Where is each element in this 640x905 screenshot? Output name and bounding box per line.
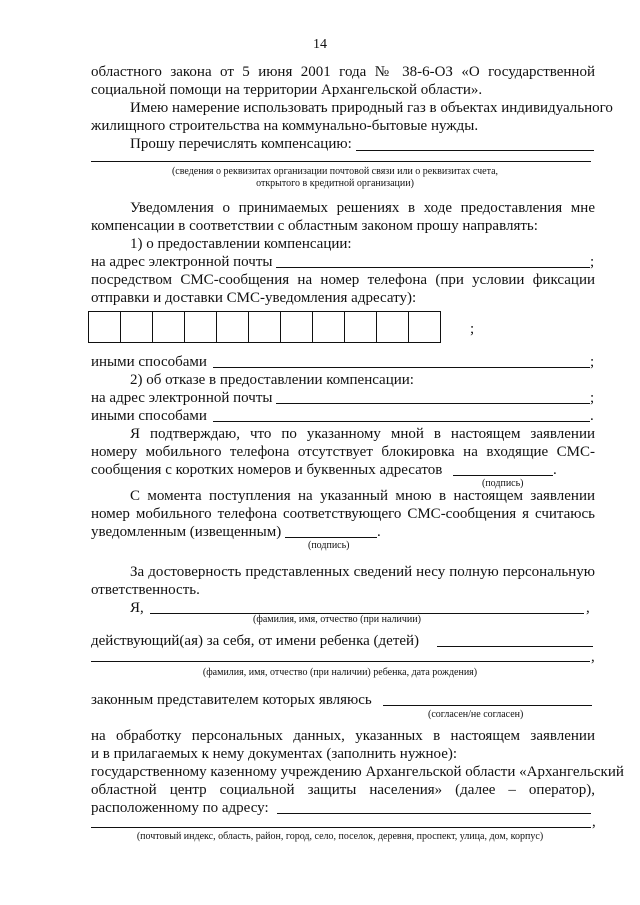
phone-cell[interactable] xyxy=(248,311,281,343)
text-line: государственному казенному учреждению Архангельской области «Архангельский xyxy=(91,764,624,780)
punct: , xyxy=(586,600,590,616)
punct: . xyxy=(377,524,381,540)
caption-requisites-2: открытого в кредитной организации) xyxy=(256,178,414,189)
punct: . xyxy=(553,462,557,478)
text-line: иными способами xyxy=(91,408,207,424)
phone-cell[interactable] xyxy=(120,311,153,343)
text-line: социальной помощи на территории Архангельской области». xyxy=(91,82,483,98)
text-line: уведомленным (извещенным) xyxy=(91,524,282,540)
text-line: на адрес электронной почты xyxy=(91,390,273,406)
punct: , xyxy=(591,649,595,665)
punct: ; xyxy=(470,321,475,337)
text-line: областной центр социальной защиты населения» (далее – оператор), xyxy=(91,782,595,798)
phone-cell[interactable] xyxy=(184,311,217,343)
punct: ; xyxy=(590,390,595,406)
child-name-field-line2[interactable] xyxy=(91,661,590,662)
phone-cell[interactable] xyxy=(312,311,345,343)
text-line: расположенному по адресу: xyxy=(91,800,269,816)
compensation-field-line2[interactable] xyxy=(91,161,591,162)
phone-cell[interactable] xyxy=(216,311,249,343)
text-line: За достоверность представленных сведений несу полную персональную xyxy=(130,564,595,580)
caption-signature-2: (подпись) xyxy=(308,540,350,551)
compensation-field[interactable] xyxy=(356,150,594,151)
punct: ; xyxy=(590,354,595,370)
text-line: иными способами xyxy=(91,354,207,370)
punct: , xyxy=(592,814,596,830)
caption-child-name: (фамилия, имя, отчество (при наличии) ребенка, дата рождения) xyxy=(202,667,478,678)
caption-address: (почтовый индекс, область, район, город, село, поселок, деревня, проспект, улица, дом, корпус) xyxy=(136,831,544,842)
address-field-line2[interactable] xyxy=(91,827,591,828)
text-line: законным представителем которых являюсь xyxy=(91,692,372,708)
text-line: на обработку персональных данных, указанных в настоящем заявлении xyxy=(91,728,595,744)
caption-full-name: (фамилия, имя, отчество (при наличии) xyxy=(253,614,421,625)
email-field-grant[interactable] xyxy=(276,267,590,268)
other-means-field-refusal[interactable] xyxy=(213,421,590,422)
text-line: С момента поступления на указанный мною в настоящем заявлении xyxy=(130,488,595,504)
text-line: жилищного строительства на коммунально-бытовые нужды. xyxy=(91,118,479,134)
text-line: посредством СМС-сообщения на номер телефона (при условии фиксации xyxy=(91,272,595,288)
punct: ; xyxy=(590,254,595,270)
text-line: на адрес электронной почты xyxy=(91,254,273,270)
phone-cell[interactable] xyxy=(408,311,441,343)
phone-cell[interactable] xyxy=(344,311,377,343)
text-line: Я, xyxy=(130,600,144,616)
text-line: 2) об отказе в предоставлении компенсации: xyxy=(130,372,414,388)
text-line: областного закона от 5 июня 2001 года № 38-6-ОЗ «О государственной xyxy=(91,64,595,80)
text-line: ответственность. xyxy=(91,582,200,598)
text-line: компенсации в соответствии с областным законом прошу направлять: xyxy=(91,218,538,234)
signature-field-1[interactable] xyxy=(453,475,553,476)
phone-cell[interactable] xyxy=(376,311,409,343)
text-line: Уведомления о принимаемых решениях в ходе предоставления мне xyxy=(130,200,595,216)
text-line: и в прилагаемых к нему документах (заполнить нужное): xyxy=(91,746,458,762)
signature-field-2[interactable] xyxy=(285,537,377,538)
consent-field[interactable] xyxy=(383,705,592,706)
text-line: сообщения с коротких номеров и буквенных адресатов xyxy=(91,462,443,478)
caption-requisites: (сведения о реквизитах организации почтовой связи или о реквизитах счета, xyxy=(171,166,499,177)
page-number: 14 xyxy=(313,37,327,52)
address-field[interactable] xyxy=(277,813,591,814)
punct: . xyxy=(590,408,594,424)
text-line: 1) о предоставлении компенсации: xyxy=(130,236,352,252)
email-field-refusal[interactable] xyxy=(276,403,590,404)
other-means-field-grant[interactable] xyxy=(213,367,590,368)
phone-cell[interactable] xyxy=(88,311,121,343)
text-line: Прошу перечислять компенсацию: xyxy=(130,136,352,152)
text-line: действующий(ая) за себя, от имени ребенка (детей) xyxy=(91,633,420,649)
phone-number-cells[interactable] xyxy=(88,311,440,343)
text-line: отправки и доставки СМС-уведомления адресату): xyxy=(91,290,417,306)
caption-signature-1: (подпись) xyxy=(482,478,524,489)
text-line: номеру мобильного телефона отсутствует блокировка на входящие СМС- xyxy=(91,444,595,460)
child-name-field[interactable] xyxy=(437,646,593,647)
phone-cell[interactable] xyxy=(152,311,185,343)
phone-cell[interactable] xyxy=(280,311,313,343)
caption-consent: (согласен/не согласен) xyxy=(428,709,524,720)
text-line: номер мобильного телефона соответствующего СМС-сообщения я считаюсь xyxy=(91,506,595,522)
text-line: Я подтверждаю, что по указанному мной в настоящем заявлении xyxy=(130,426,595,442)
text-line: Имею намерение использовать природный газ в объектах индивидуального xyxy=(130,100,613,116)
